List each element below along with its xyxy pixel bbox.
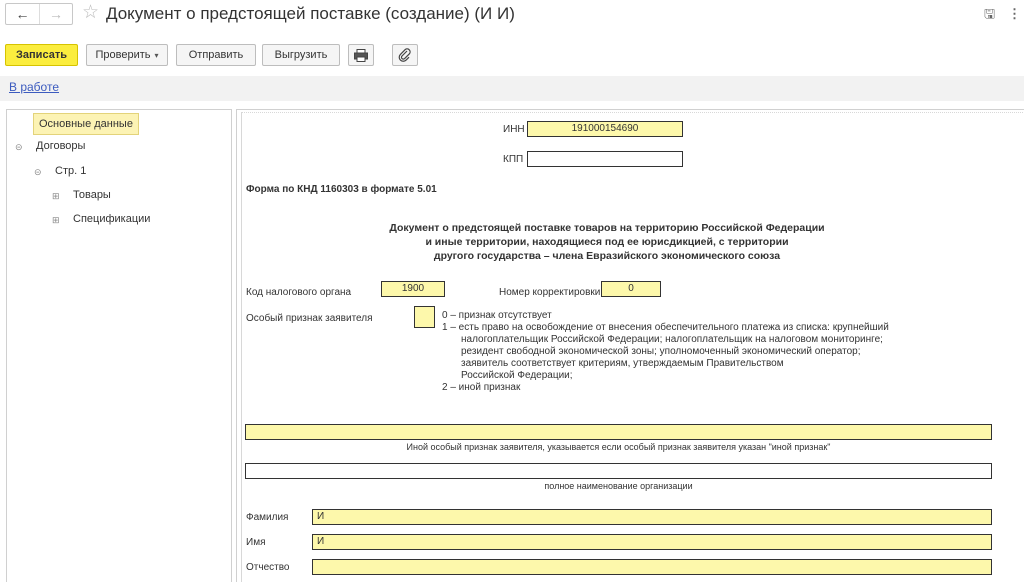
expand-icon[interactable]: ⊞ (52, 215, 60, 225)
back-arrow-icon[interactable]: ← (15, 6, 30, 22)
check-button-label: Проверить (95, 49, 151, 61)
correction-number-label: Номер корректировки (499, 287, 601, 298)
tree-item-label: Стр. 1 (55, 165, 87, 177)
check-dropdown-button[interactable] (86, 44, 168, 66)
title-bar (0, 0, 1024, 34)
save-button-label: Записать (16, 49, 67, 61)
favorite-star-icon[interactable]: ☆ (82, 2, 100, 23)
chevron-down-icon: ▾ (154, 50, 159, 60)
save-disk-icon[interactable]: 🖫 (984, 6, 996, 21)
state-link[interactable]: В работе (9, 80, 60, 94)
surname-label: Фамилия (246, 512, 289, 523)
patronymic-field[interactable] (312, 559, 992, 575)
other-sign-caption: Иной особый признак заявителя, указывается если особый признак заявителя указан "иной признак" (406, 442, 831, 452)
correction-number-field[interactable]: 0 (601, 281, 661, 297)
legend-line: 0 – признак отсутствует (442, 310, 552, 321)
send-button-label: Отправить (188, 49, 244, 61)
special-sign-field[interactable] (414, 306, 435, 328)
other-sign-field[interactable] (245, 424, 992, 440)
tree-item-label: Спецификации (73, 213, 151, 225)
tree-item-main-data[interactable] (33, 113, 139, 135)
inn-field[interactable]: 191000154690 (527, 121, 683, 137)
document-title-line: другого государства – члена Евразийского экономического союза (433, 250, 781, 262)
section-tree (6, 109, 232, 582)
tax-code-label: Код налогового органа (246, 287, 352, 298)
save-button[interactable] (5, 44, 78, 66)
tree-item-label: Основные данные (39, 118, 133, 130)
command-toolbar (0, 44, 1024, 68)
legend-line: 2 – иной признак (442, 382, 521, 393)
send-button[interactable] (176, 44, 256, 66)
special-sign-legend (442, 310, 889, 394)
form-page (241, 112, 1024, 582)
surname-field[interactable]: И (312, 509, 992, 525)
declaration-form (236, 109, 1024, 582)
name-label: Имя (246, 537, 266, 548)
name-field[interactable]: И (312, 534, 992, 550)
legend-line: резидент свободной экономической зоны; уполномоченный экономический оператор; (461, 346, 861, 357)
export-button[interactable] (262, 44, 340, 66)
collapse-icon[interactable]: ⊝ (34, 167, 42, 177)
tree-item-contracts[interactable] (36, 139, 85, 153)
history-nav (5, 3, 73, 25)
patronymic-label: Отчество (246, 562, 290, 573)
tax-code-field[interactable]: 1900 (381, 281, 445, 297)
org-name-field[interactable] (245, 463, 992, 479)
paperclip-icon (398, 48, 412, 62)
forward-arrow-icon[interactable]: → (39, 4, 72, 24)
status-bar (0, 76, 1024, 101)
kpp-field[interactable] (527, 151, 683, 167)
tree-item-goods[interactable] (73, 188, 111, 202)
document-title-line: и иные территории, находящиеся под ее юрисдикцией, с территории (425, 236, 789, 248)
tree-item-label: Договоры (36, 140, 86, 152)
org-name-caption: полное наименование организации (544, 481, 693, 491)
legend-line: 1 – есть право на освобождение от внесения обеспечительного платежа из списка: крупнейший (442, 322, 889, 333)
inn-label: ИНН (503, 124, 525, 135)
legend-line: Российской Федерации; (461, 370, 573, 381)
kpp-label: КПП (503, 154, 524, 165)
knd-form-title: Форма по КНД 1160303 в формате 5.01 (246, 184, 437, 195)
legend-line: налогоплательщик Российской Федерации; налогоплательщик на налоговом мониторинге; (461, 334, 883, 345)
tree-item-page-1[interactable] (55, 164, 86, 178)
more-menu-icon[interactable]: ⋮ (1008, 6, 1021, 21)
print-button[interactable] (348, 44, 374, 66)
expand-icon[interactable]: ⊞ (52, 191, 60, 201)
export-button-label: Выгрузить (274, 49, 328, 61)
tree-item-specifications[interactable] (73, 212, 150, 226)
window-title: Документ о предстоящей поставке (создание) (И И) (106, 4, 515, 23)
printer-icon (354, 49, 368, 62)
special-sign-label: Особый признак заявителя (246, 313, 373, 324)
legend-line: заявитель соответствует критериям, утверждаемым Правительством (461, 358, 784, 369)
document-title-line: Документ о предстоящей поставке товаров на территорию Российской Федерации (389, 222, 825, 234)
collapse-icon[interactable]: ⊝ (15, 142, 23, 152)
attach-button[interactable] (392, 44, 418, 66)
tree-item-label: Товары (73, 189, 111, 201)
document-title (357, 221, 857, 263)
